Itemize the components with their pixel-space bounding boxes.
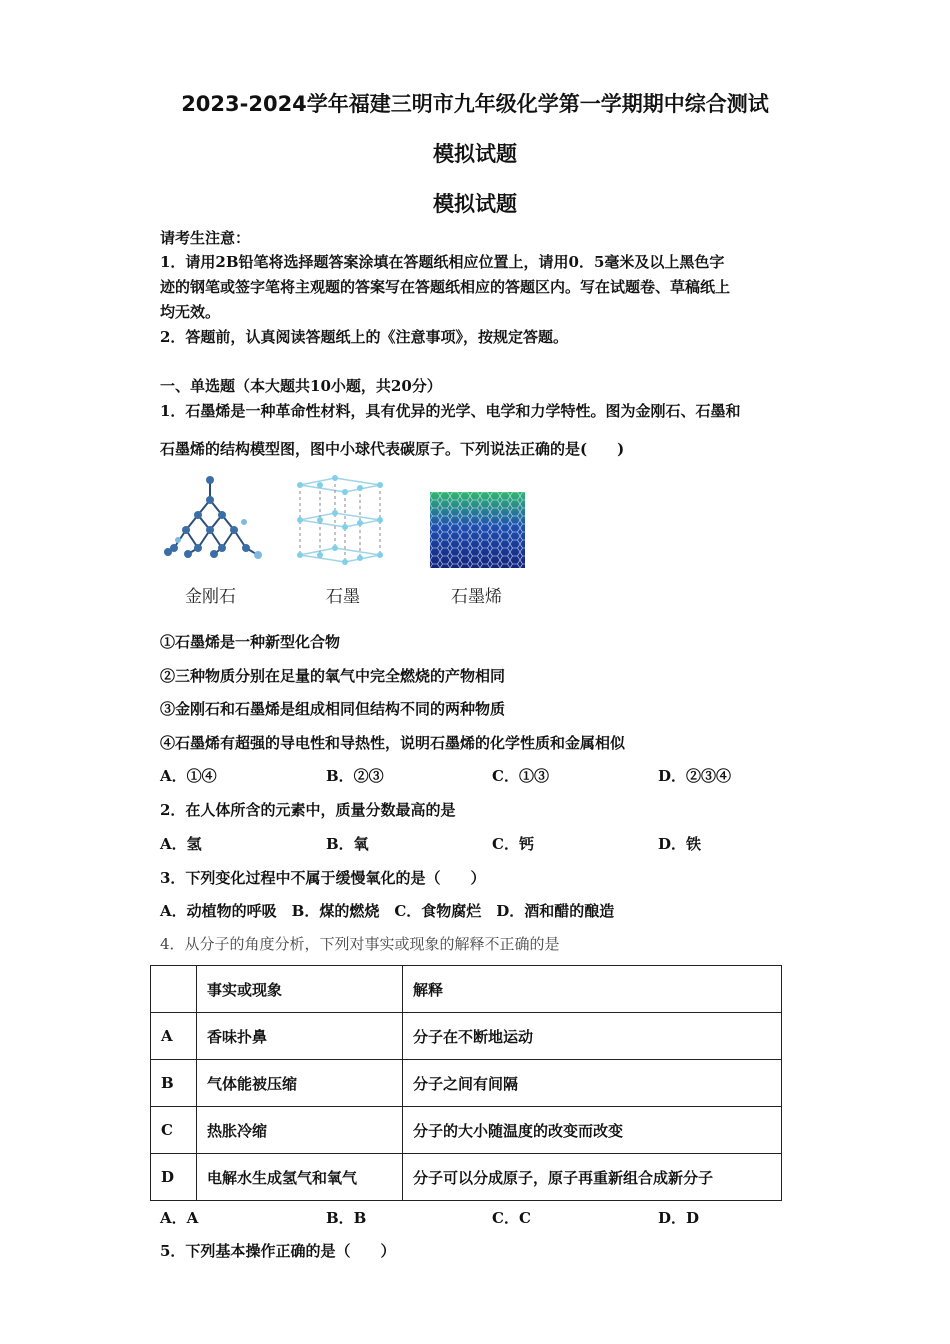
- notice-line: 均无效。: [160, 303, 221, 321]
- table-header-cell: 事实或现象: [197, 966, 403, 1013]
- exam-subtitle: 模拟试题: [433, 142, 517, 166]
- question-1-stem: 1．石墨烯是一种革命性材料，具有优异的光学、电学和力学特性。图为金刚石、石墨和: [160, 402, 741, 420]
- table-row: [151, 1013, 782, 1060]
- table-row: [151, 1154, 782, 1201]
- question-3-stem: 3．下列变化过程中不属于缓慢氧化的是（ ）: [160, 869, 486, 887]
- table-cell: D: [151, 1154, 197, 1201]
- question-5-stem: 5．下列基本操作正确的是（ ）: [160, 1242, 396, 1260]
- table-cell: 热胀冷缩: [197, 1107, 403, 1154]
- table-row: [151, 1107, 782, 1154]
- table-header-cell: [151, 966, 197, 1013]
- notice-heading: 请考生注意：: [160, 229, 251, 247]
- option-c: C．①③: [492, 767, 549, 785]
- notice-line: 2．答题前，认真阅读答题纸上的《注意事项》，按规定答题。: [160, 328, 568, 346]
- option-a: A．A: [160, 1209, 199, 1227]
- table-header-row: [151, 966, 782, 1013]
- question-4-stem: 4．从分子的角度分析，下列对事实或现象的解释不正确的是: [160, 935, 560, 953]
- diamond-structure-image: [158, 470, 266, 570]
- table-cell: 香味扑鼻: [197, 1013, 403, 1060]
- statement-item: ④石墨烯有超强的导电性和导热性，说明石墨烯的化学性质和金属相似: [160, 734, 626, 752]
- table-cell: C: [151, 1107, 197, 1154]
- table-cell: 电解水生成氢气和氧气: [197, 1154, 403, 1201]
- table-cell: 气体能被压缩: [197, 1060, 403, 1107]
- table-cell: B: [151, 1060, 197, 1107]
- facts-table: [150, 965, 782, 1201]
- option-a: A．①④: [160, 767, 217, 785]
- option-d: D．D: [658, 1209, 700, 1227]
- option-d: D．铁: [658, 835, 702, 853]
- diamond-label: 金刚石: [185, 587, 236, 607]
- notice-line: 1．请用2B铅笔将选择题答案涂填在答题纸相应位置上，请用0．5毫米及以上黑色字: [160, 253, 725, 271]
- question-1-stem: 石墨烯的结构模型图，图中小球代表碳原子。下列说法正确的是( ): [160, 440, 625, 458]
- question-2-stem: 2．在人体所含的元素中，质量分数最高的是: [160, 801, 456, 819]
- statement-item: ①石墨烯是一种新型化合物: [160, 633, 341, 651]
- section-heading: 一、单选题（本大题共10小题，共20分）: [160, 377, 442, 395]
- option-a: A．氢: [160, 835, 202, 853]
- table-row: [151, 1060, 782, 1107]
- table-cell: A: [151, 1013, 197, 1060]
- table-header-cell: 解释: [403, 966, 782, 1013]
- option-c: C．C: [492, 1209, 531, 1227]
- graphene-label: 石墨烯: [451, 587, 502, 607]
- option-b: B．氧: [326, 835, 369, 853]
- graphite-label: 石墨: [326, 587, 360, 607]
- table-cell: 分子在不断地运动: [403, 1013, 782, 1060]
- notice-line: 迹的钢笔或签字笔将主观题的答案写在答题纸相应的答题区内。写在试题卷、草稿纸上: [160, 278, 731, 296]
- question-3-options: A．动植物的呼吸 B．煤的燃烧 C．食物腐烂 D．酒和醋的酿造: [160, 902, 615, 920]
- option-d: D．②③④: [658, 767, 732, 785]
- table-cell: 分子的大小随温度的改变而改变: [403, 1107, 782, 1154]
- graphite-structure-image: [290, 470, 390, 570]
- exam-subtitle-repeat: 模拟试题: [433, 192, 517, 216]
- graphene-structure-image: [430, 492, 525, 568]
- exam-title: 2023-2024学年福建三明市九年级化学第一学期期中综合测试: [181, 92, 769, 116]
- option-b: B．②③: [326, 767, 384, 785]
- option-b: B．B: [326, 1209, 367, 1227]
- statement-item: ③金刚石和石墨烯是组成相同但结构不同的两种物质: [160, 700, 506, 718]
- statement-item: ②三种物质分别在足量的氧气中完全燃烧的产物相同: [160, 667, 506, 685]
- table-cell: 分子之间有间隔: [403, 1060, 782, 1107]
- option-c: C．钙: [492, 835, 534, 853]
- table-cell: 分子可以分成原子，原子再重新组合成新分子: [403, 1154, 782, 1201]
